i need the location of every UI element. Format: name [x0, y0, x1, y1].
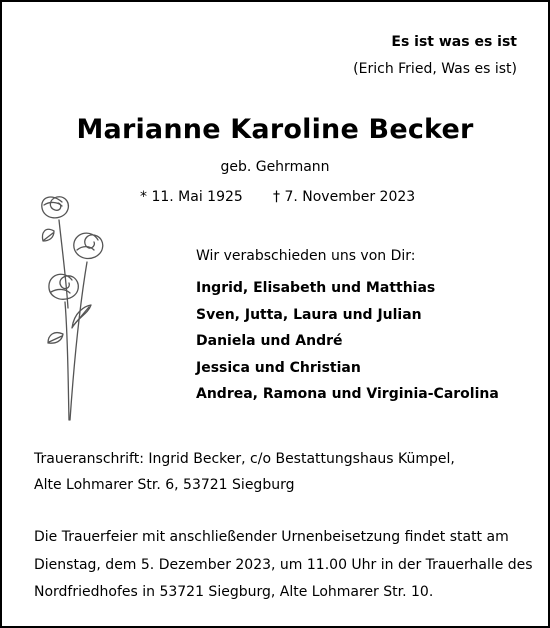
leaves-icon: [48, 305, 91, 343]
farewell-intro: Wir verabschieden uns von Dir:: [196, 248, 416, 264]
mourning-address-line: Alte Lohmarer Str. 6, 53721 Siegburg: [34, 477, 295, 493]
quote-text: Es ist was es ist: [391, 34, 517, 50]
rose-middle-icon: [70, 233, 103, 420]
mourner-line: Sven, Jutta, Laura und Julian: [196, 306, 422, 323]
mourner-line: Andrea, Ramona und Virginia-Carolina: [196, 386, 499, 402]
mourner-line: Ingrid, Elisabeth und Matthias: [196, 280, 436, 296]
rose-lower-icon: [49, 274, 78, 420]
funeral-info-line: Dienstag, dem 5. Dezember 2023, um 11.00 Uhr in der Trauerhalle des: [34, 557, 533, 573]
roses-icon: [28, 188, 118, 424]
birth-date: * 11. Mai 1925: [140, 189, 243, 205]
quote-source: (Erich Fried, Was es ist): [353, 61, 517, 77]
deceased-name: Marianne Karoline Becker: [76, 114, 474, 145]
funeral-info-line: Nordfriedhofes in 53721 Siegburg, Alte Lohmarer Str. 10.: [34, 584, 434, 600]
mourner-line: Daniela und André: [196, 333, 343, 349]
mourning-address-line: Traueranschrift: Ingrid Becker, c/o Bestattungshaus Kümpel,: [34, 451, 455, 467]
funeral-info-line: Die Trauerfeier mit anschließender Urnenbeisetzung findet statt am: [34, 529, 509, 545]
death-date: † 7. November 2023: [273, 189, 416, 205]
birth-name: geb. Gehrmann: [220, 159, 330, 175]
mourners-list: [196, 278, 499, 411]
rose-top-icon: [42, 197, 69, 308]
mourner-line: Jessica und Christian: [196, 359, 361, 376]
